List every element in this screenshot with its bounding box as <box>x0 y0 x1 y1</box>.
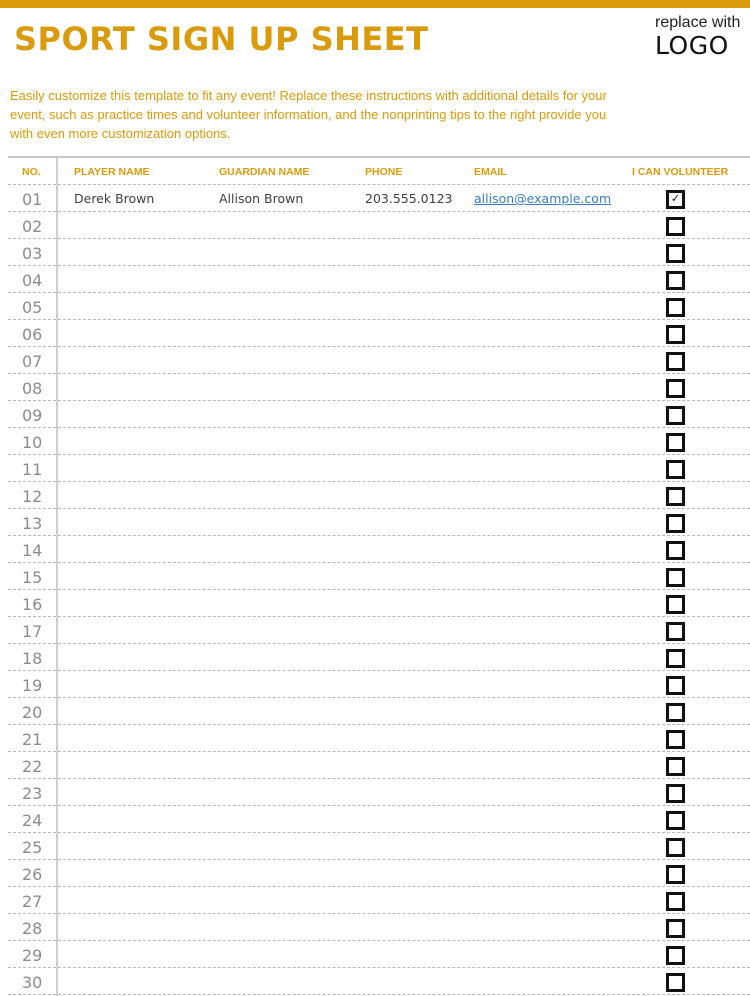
row-number: 02 <box>22 217 43 236</box>
row-number: 24 <box>22 811 43 830</box>
column-header-no: NO. <box>22 166 41 178</box>
table-header-row <box>8 158 750 185</box>
table-row <box>8 185 750 212</box>
row-number: 28 <box>22 919 43 938</box>
table-row <box>8 266 750 293</box>
volunteer-checkbox[interactable] <box>666 595 685 614</box>
volunteer-checkbox[interactable] <box>666 973 685 992</box>
volunteer-checkbox[interactable] <box>666 352 685 371</box>
row-number: 25 <box>22 838 43 857</box>
row-number: 18 <box>22 649 43 668</box>
volunteer-checkbox[interactable] <box>666 757 685 776</box>
column-header-guardian-name: GUARDIAN NAME <box>219 166 310 178</box>
volunteer-checkbox[interactable] <box>666 433 685 452</box>
row-number: 19 <box>22 676 43 695</box>
table-row <box>8 779 750 806</box>
top-accent-bar <box>0 0 750 8</box>
table-row <box>8 455 750 482</box>
guardian-name-cell[interactable]: Allison Brown <box>219 191 304 206</box>
row-number: 20 <box>22 703 43 722</box>
row-number: 30 <box>22 973 43 992</box>
column-header-email: EMAIL <box>474 166 507 178</box>
volunteer-checkbox[interactable] <box>666 325 685 344</box>
phone-cell[interactable]: 203.555.0123 <box>365 191 453 206</box>
table-row <box>8 293 750 320</box>
signup-table <box>8 156 750 995</box>
volunteer-checkbox[interactable] <box>666 865 685 884</box>
row-number: 03 <box>22 244 43 263</box>
logo-placeholder[interactable] <box>655 14 747 60</box>
volunteer-checkbox[interactable] <box>666 622 685 641</box>
volunteer-checkbox[interactable] <box>666 541 685 560</box>
volunteer-checkbox[interactable] <box>666 487 685 506</box>
table-row <box>8 914 750 941</box>
row-number: 27 <box>22 892 43 911</box>
table-row <box>8 482 750 509</box>
row-number: 21 <box>22 730 43 749</box>
row-number: 23 <box>22 784 43 803</box>
row-number: 09 <box>22 406 43 425</box>
row-number: 29 <box>22 946 43 965</box>
volunteer-checkbox[interactable] <box>666 514 685 533</box>
row-number: 05 <box>22 298 43 317</box>
row-number: 12 <box>22 487 43 506</box>
volunteer-checkbox[interactable] <box>666 892 685 911</box>
volunteer-checkbox[interactable] <box>666 703 685 722</box>
volunteer-checkbox[interactable] <box>666 298 685 317</box>
row-number: 16 <box>22 595 43 614</box>
player-name-cell[interactable]: Derek Brown <box>74 191 155 206</box>
volunteer-checkbox[interactable] <box>666 190 685 209</box>
row-number: 08 <box>22 379 43 398</box>
column-header-phone: PHONE <box>365 166 403 178</box>
volunteer-checkbox[interactable] <box>666 568 685 587</box>
row-number: 07 <box>22 352 43 371</box>
table-row <box>8 509 750 536</box>
table-row <box>8 806 750 833</box>
volunteer-checkbox[interactable] <box>666 379 685 398</box>
row-number: 15 <box>22 568 43 587</box>
table-row <box>8 860 750 887</box>
column-header-volunteer: I CAN VOLUNTEER <box>632 166 729 178</box>
table-row <box>8 941 750 968</box>
volunteer-checkbox[interactable] <box>666 217 685 236</box>
volunteer-checkbox[interactable] <box>666 460 685 479</box>
table-row <box>8 428 750 455</box>
row-number: 26 <box>22 865 43 884</box>
volunteer-checkbox[interactable] <box>666 406 685 425</box>
volunteer-checkbox[interactable] <box>666 244 685 263</box>
logo-placeholder-text: LOGO <box>655 31 729 60</box>
row-number: 10 <box>22 433 43 452</box>
instructions-text: Easily customize this template to fit any event! Replace these instructions with additional details for your event, such as practice times and volunteer information, and the nonprinting tips to the right provide you with even more customization options. <box>10 88 607 141</box>
table-row <box>8 725 750 752</box>
volunteer-checkbox[interactable] <box>666 946 685 965</box>
row-number: 01 <box>22 190 43 209</box>
table-row <box>8 212 750 239</box>
table-row <box>8 536 750 563</box>
row-number: 22 <box>22 757 43 776</box>
table-row <box>8 887 750 914</box>
row-number: 04 <box>22 271 43 290</box>
table-row <box>8 320 750 347</box>
table-row <box>8 644 750 671</box>
table-row <box>8 239 750 266</box>
table-row <box>8 347 750 374</box>
table-row <box>8 401 750 428</box>
checkmark-icon: ✓ <box>670 192 681 205</box>
email-link[interactable]: allison@example.com <box>474 191 612 206</box>
volunteer-checkbox[interactable] <box>666 271 685 290</box>
column-header-player-name: PLAYER NAME <box>74 166 150 178</box>
row-number: 14 <box>22 541 43 560</box>
table-row <box>8 617 750 644</box>
table-row <box>8 968 750 995</box>
logo-placeholder-caption: replace with <box>655 14 741 31</box>
volunteer-checkbox[interactable] <box>666 730 685 749</box>
row-number: 13 <box>22 514 43 533</box>
page-title: SPORT SIGN UP SHEET <box>14 20 429 58</box>
table-body <box>8 185 750 995</box>
table-row <box>8 563 750 590</box>
row-number: 17 <box>22 622 43 641</box>
volunteer-checkbox[interactable] <box>666 784 685 803</box>
volunteer-checkbox[interactable] <box>666 919 685 938</box>
table-row <box>8 590 750 617</box>
table-row <box>8 833 750 860</box>
volunteer-checkbox[interactable] <box>666 676 685 695</box>
table-row <box>8 752 750 779</box>
table-row <box>8 698 750 725</box>
table-row <box>8 374 750 401</box>
volunteer-checkbox[interactable] <box>666 649 685 668</box>
row-number: 11 <box>22 460 43 479</box>
table-row <box>8 671 750 698</box>
row-number: 06 <box>22 325 43 344</box>
volunteer-checkbox[interactable] <box>666 838 685 857</box>
volunteer-checkbox[interactable] <box>666 811 685 830</box>
